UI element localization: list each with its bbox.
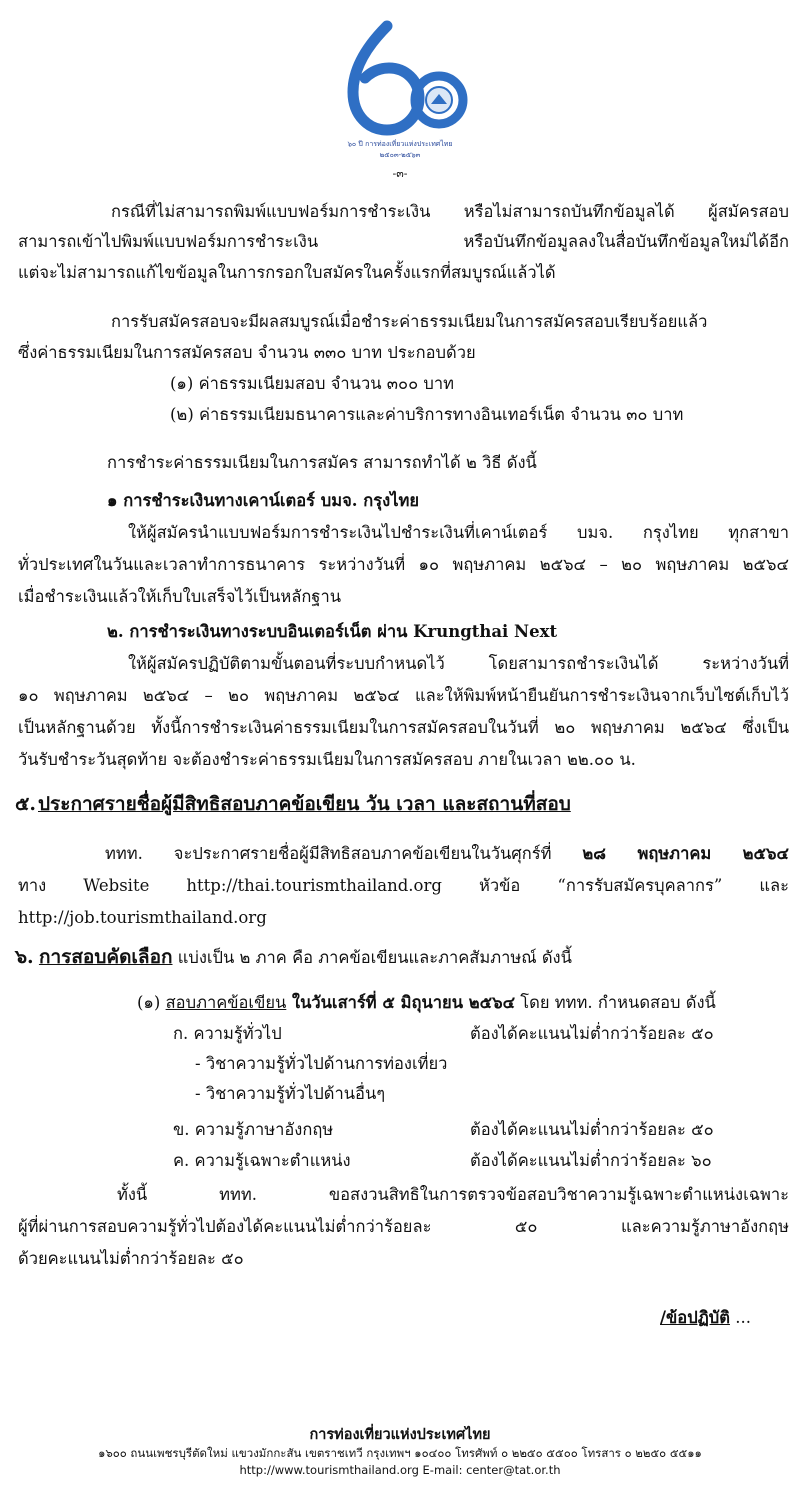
paragraph-line: ให้ผู้สมัครนำแบบฟอร์มการชำระเงินไปชำระเงินที่เคาน์เตอร์ บมจ. กรุงไทย ทุกสาขา — [128, 523, 789, 542]
paragraph-line: เมื่อชำระเงินแล้วให้เก็บใบเสร็จไว้เป็นหลักฐาน — [18, 587, 341, 606]
continuation-dots: ... — [729, 1308, 751, 1327]
section-6-title: การสอบคัดเลือก — [38, 946, 173, 968]
footer-organization: การท่องเที่ยวแห่งประเทศไทย — [309, 1427, 491, 1443]
section-5-title: ประกาศรายชื่อผู้มีสิทธิสอบภาคข้อเขียน วัน เวลา และสถานที่สอบ — [38, 793, 571, 815]
logo-caption: ๖๐ ปี การท่องเที่ยวแห่งประเทศไทย — [347, 140, 453, 148]
method-1-title: ๑ การชำระเงินทางเคาน์เตอร์ บมจ. กรุงไทย — [107, 491, 420, 510]
continuation-label: /ข้อปฏิบัติ — [660, 1308, 730, 1327]
written-exam-line — [137, 991, 716, 1015]
fee-item: (๒) ค่าธรรมเนียมธนาคารและค่าบริการทางอินเทอร์เน็ต จำนวน ๓๐ บาท — [170, 405, 684, 424]
method-2-title: ๒. การชำระเงินทางระบบอินเตอร์เน็ต ผ่าน Krungthai Next — [107, 622, 558, 641]
subject-position-specific: ค. ความรู้เฉพาะตำแหน่ง — [173, 1151, 351, 1170]
written-exam-date: ในวันเสาร์ที่ ๕ มิถุนายน ๒๕๖๔ — [286, 993, 516, 1012]
exam-number: (๑) — [137, 993, 161, 1012]
paragraph-line: ซึ่งค่าธรรมเนียมในการสมัครสอบ จำนวน ๓๓๐ บาท ประกอบด้วย — [18, 343, 476, 362]
page-number: -๓- — [392, 167, 408, 180]
subject-requirement: ต้องได้คะแนนไม่ต่ำกว่าร้อยละ ๖๐ — [470, 1151, 712, 1170]
paragraph-line: วันรับชำระวันสุดท้าย จะต้องชำระค่าธรรมเนียมในการสมัครสอบ ภายในเวลา ๒๒.๐๐ น. — [18, 750, 636, 769]
section-6-heading — [15, 945, 572, 970]
section-6-number: ๖. — [15, 946, 34, 968]
section-5-number: ๕. — [15, 793, 36, 815]
subject-english: ข. ความรู้ภาษาอังกฤษ — [173, 1120, 334, 1139]
footer-address: ๑๖๐๐ ถนนเพชรบุรีตัดใหม่ แขวงมักกะสัน เขตราชเทวี กรุงเทพฯ ๑๐๔๐๐ โทรศัพท์ ๐ ๒๒๕๐ ๕๕๐๐ โทรสาร ๐ ๒๒๕๐ ๕๕๑๑ — [98, 1446, 702, 1460]
written-exam-label: สอบภาคข้อเขียน — [165, 993, 287, 1012]
paragraph-line: ๑๐ พฤษภาคม ๒๕๖๔ – ๒๐ พฤษภาคม ๒๕๖๔ และให้พิมพ์หน้ายืนยันการชำระเงินจากเว็บไซต์เก็บไว้ — [18, 686, 789, 705]
written-exam-desc: โดย ททท. กำหนดสอบ ดังนี้ — [515, 993, 716, 1012]
sub-subject: - วิชาความรู้ทั่วไปด้านการท่องเที่ยว — [195, 1054, 448, 1073]
subject-requirement: ต้องได้คะแนนไม่ต่ำกว่าร้อยละ ๕๐ — [470, 1120, 714, 1139]
paragraph-line: กรณีที่ไม่สามารถพิมพ์แบบฟอร์มการชำระเงิน หรือไม่สามารถบันทึกข้อมูลได้ ผู้สมัครสอบ — [111, 202, 789, 221]
announcement-text: ททท. จะประกาศรายชื่อผู้มีสิทธิสอบภาคข้อเขียนในวันศุกร์ที่ — [105, 844, 552, 863]
paragraph-line: ด้วยคะแนนไม่ต่ำกว่าร้อยละ ๕๐ — [18, 1249, 244, 1268]
announcement-date: ๒๘ พฤษภาคม ๒๕๖๔ — [582, 844, 789, 863]
tat-60-year-logo — [300, 18, 500, 183]
footer-contact[interactable]: http://www.tourismthailand.org E-mail: center@tat.or.th — [239, 1463, 561, 1477]
paragraph-line: แต่จะไม่สามารถแก้ไขข้อมูลในการกรอกใบสมัครในครั้งแรกที่สมบูรณ์แล้วได้ — [18, 263, 556, 282]
continuation-marker — [660, 1306, 751, 1330]
job-website-link[interactable]: http://job.tourismthailand.org — [18, 908, 267, 927]
paragraph-line: ทั่วประเทศในวันและเวลาทำการธนาคาร ระหว่างวันที่ ๑๐ พฤษภาคม ๒๕๖๔ – ๒๐ พฤษภาคม ๒๕๖๔ — [18, 555, 789, 574]
fee-item: (๑) ค่าธรรมเนียมสอบ จำนวน ๓๐๐ บาท — [170, 374, 455, 393]
paragraph-line: การชำระค่าธรรมเนียมในการสมัคร สามารถทำได้ ๒ วิธี ดังนี้ — [107, 453, 537, 472]
paragraph-line: ทั้งนี้ ททท. ขอสงวนสิทธิในการตรวจข้อสอบวิชาความรู้เฉพาะตำแหน่งเฉพาะ — [117, 1185, 789, 1204]
logo-years: ๒๕๐๓-๒๕๖๓ — [379, 151, 421, 159]
paragraph-line: ผู้ที่ผ่านการสอบความรู้ทั่วไปต้องได้คะแนนไม่ต่ำกว่าร้อยละ ๕๐ และความรู้ภาษาอังกฤษ — [18, 1217, 789, 1236]
paragraph-line — [105, 842, 789, 866]
subject-requirement: ต้องได้คะแนนไม่ต่ำกว่าร้อยละ ๕๐ — [470, 1024, 714, 1043]
paragraph-line: สามารถเข้าไปพิมพ์แบบฟอร์มการชำระเงิน หรือบันทึกข้อมูลลงในสื่อบันทึกข้อมูลใหม่ได้อีก — [18, 232, 789, 251]
paragraph-line: ให้ผู้สมัครปฏิบัติตามขั้นตอนที่ระบบกำหนดไว้ โดยสามารถชำระเงินได้ ระหว่างวันที่ — [128, 654, 789, 673]
subject-general-knowledge: ก. ความรู้ทั่วไป — [173, 1024, 282, 1043]
paragraph-line: การรับสมัครสอบจะมีผลสมบูรณ์เมื่อชำระค่าธรรมเนียมในการสมัครสอบเรียบร้อยแล้ว — [111, 312, 708, 331]
section-6-desc: แบ่งเป็น ๒ ภาค คือ ภาคข้อเขียนและภาคสัมภาษณ์ ดังนี้ — [172, 948, 572, 967]
sixty-year-emblem-icon — [325, 18, 475, 138]
paragraph-line: เป็นหลักฐานด้วย ทั้งนี้การชำระเงินค่าธรรมเนียมในการสมัครสอบในวันที่ ๒๐ พฤษภาคม ๒๕๖๔ ซึ่งเป็น — [18, 718, 789, 737]
paragraph-line: ทาง Website http://thai.tourismthailand.org หัวข้อ “การรับสมัครบุคลากร” และ — [18, 876, 789, 895]
sub-subject: - วิชาความรู้ทั่วไปด้านอื่นๆ — [195, 1084, 386, 1103]
